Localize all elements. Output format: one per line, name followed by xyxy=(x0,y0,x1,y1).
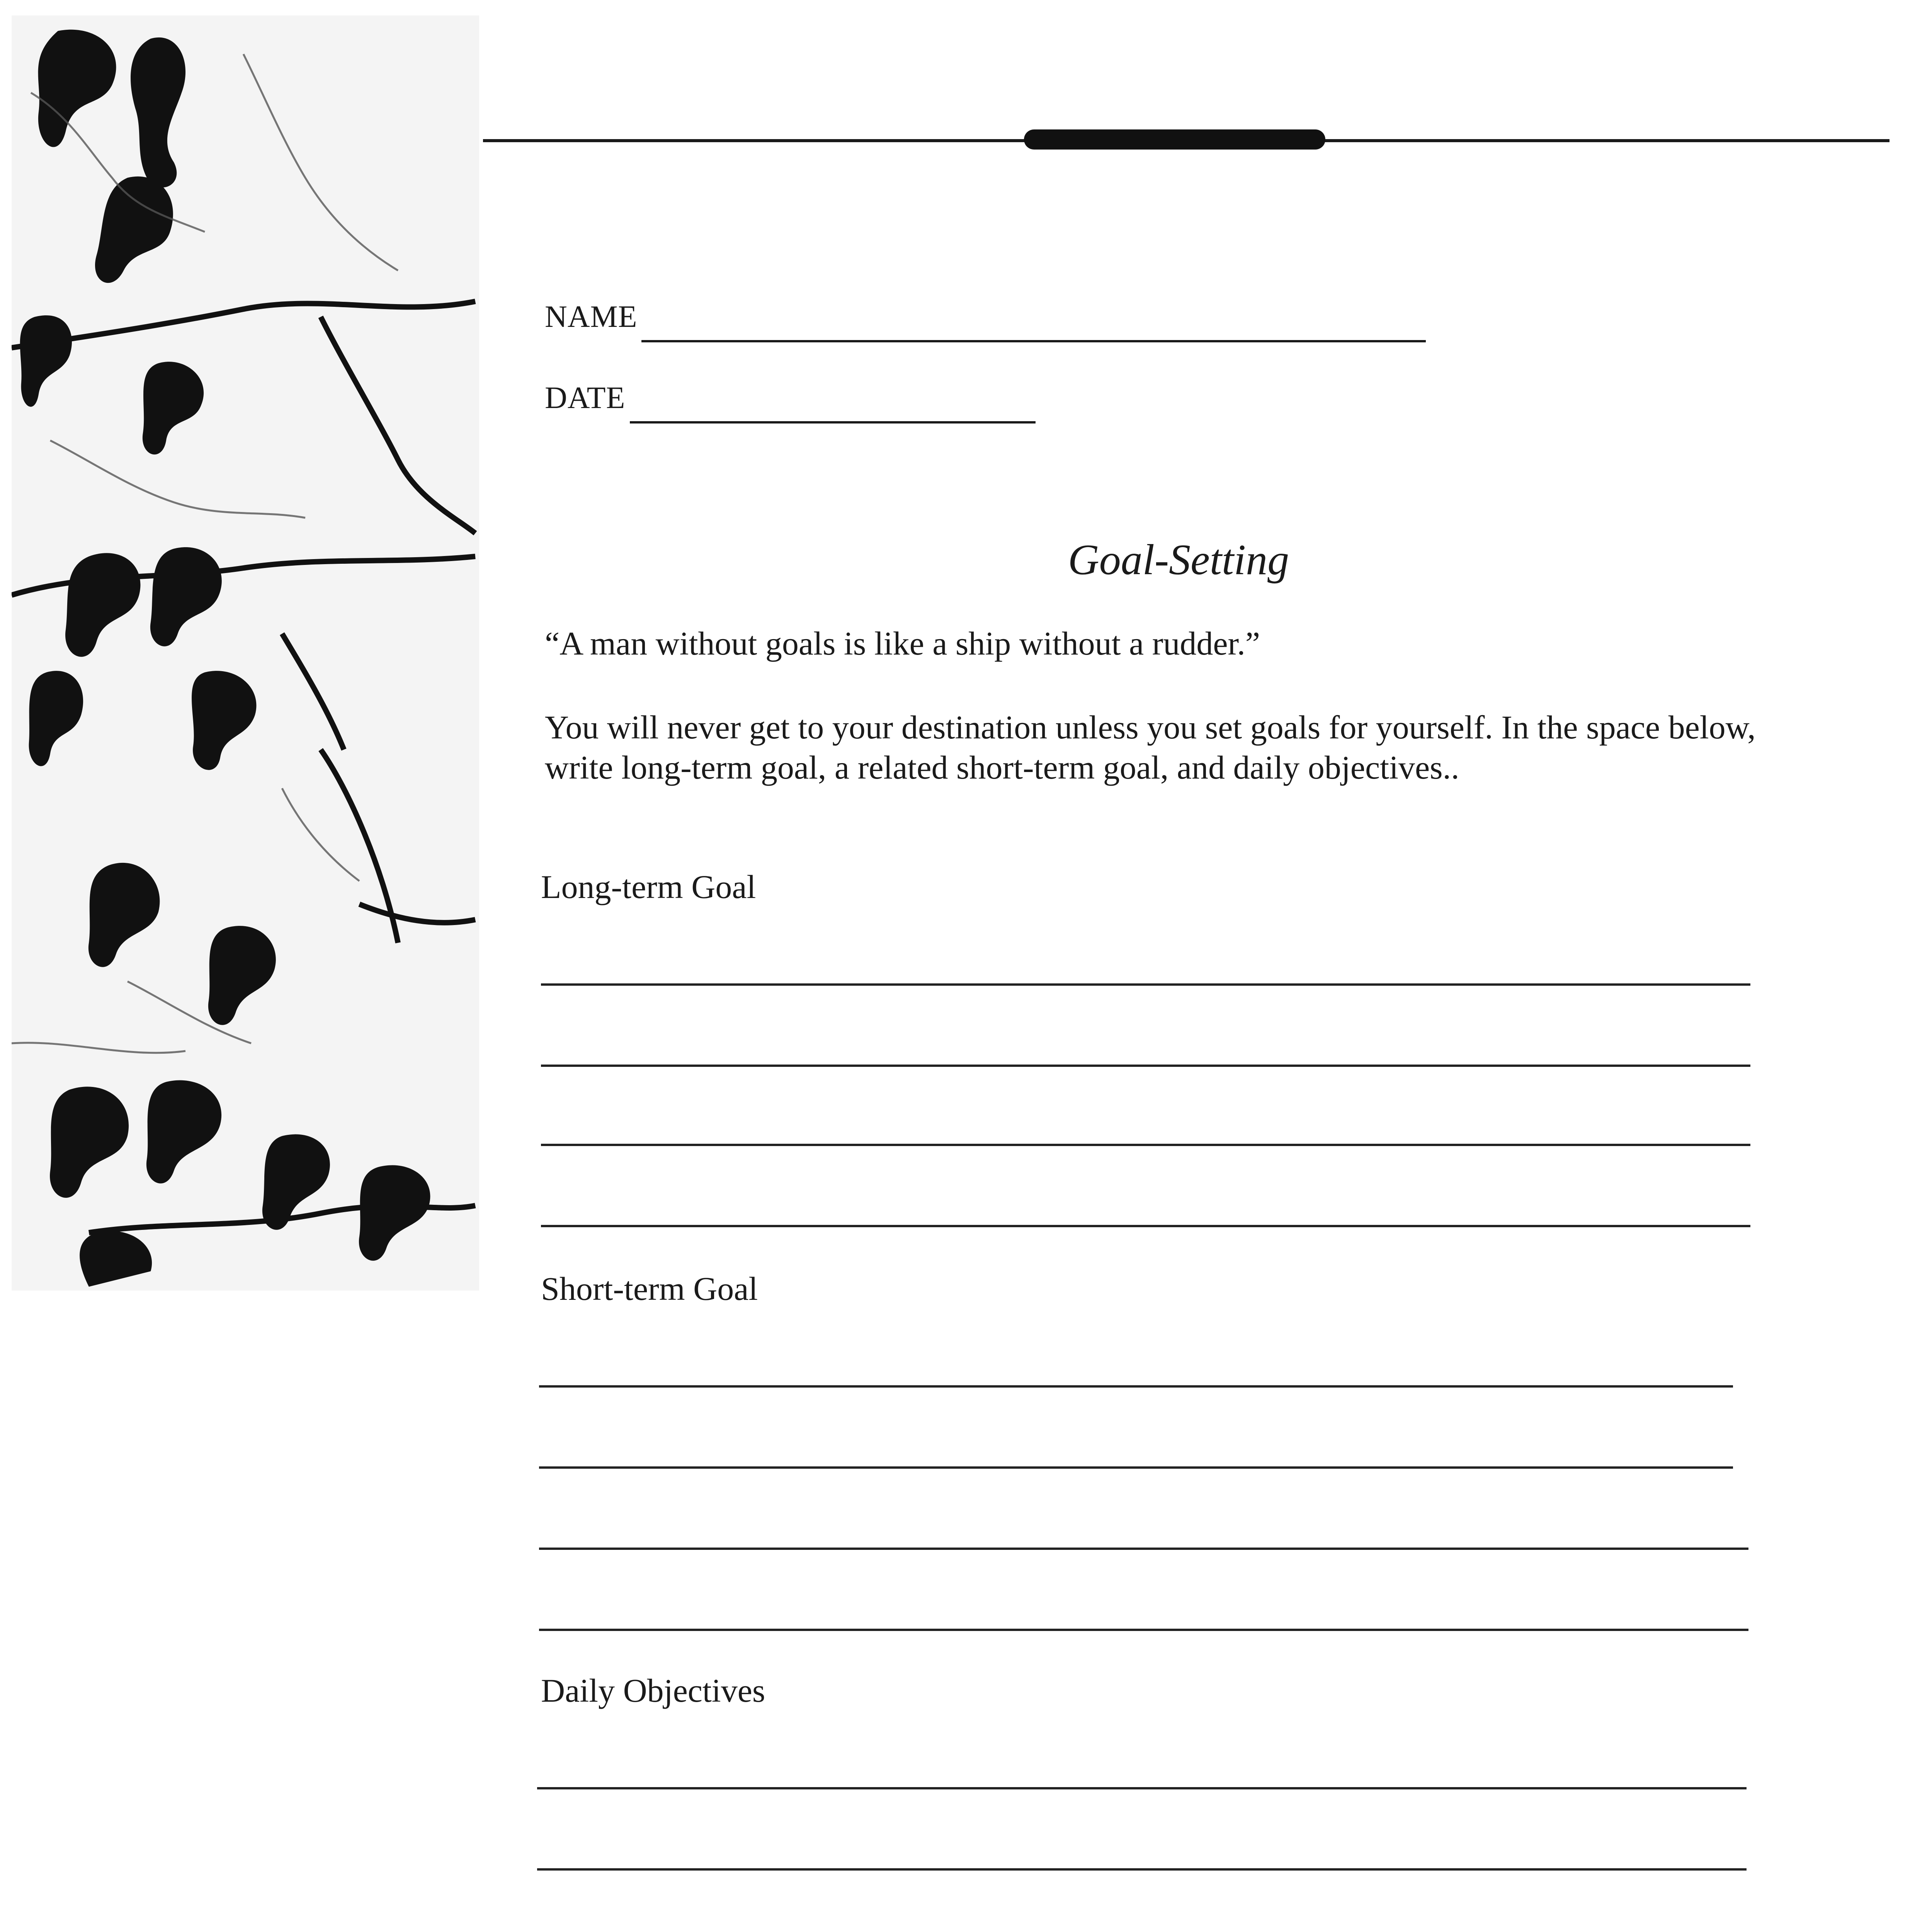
short-term-goal-line-3[interactable] xyxy=(539,1548,1748,1550)
name-label: NAME xyxy=(545,300,638,334)
marble-texture-graphic xyxy=(12,15,479,1291)
long-term-goal-line-2[interactable] xyxy=(541,1065,1750,1067)
quote-text: “A man without goals is like a ship without a rudder.” xyxy=(545,625,1260,662)
long-term-goal-line-3[interactable] xyxy=(541,1144,1750,1146)
long-term-goal-line-1[interactable] xyxy=(541,983,1750,986)
daily-objectives-label: Daily Objectives xyxy=(541,1672,765,1709)
short-term-goal-label: Short-term Goal xyxy=(541,1270,758,1307)
cracked-marble-art-icon xyxy=(12,15,479,1291)
instructions-text: You will never get to your destination unless you set goals for yourself. In the space below, write long-term goal, a related short-term goal, and daily objectives.. xyxy=(545,709,1756,786)
daily-objectives-line-2[interactable] xyxy=(537,1868,1747,1871)
name-field[interactable] xyxy=(641,340,1426,342)
daily-objectives-line-1[interactable] xyxy=(537,1787,1747,1789)
short-term-goal-line-4[interactable] xyxy=(539,1629,1748,1631)
header-bar-accent xyxy=(1024,129,1325,150)
date-label: DATE xyxy=(545,381,626,415)
date-field[interactable] xyxy=(630,421,1036,423)
page-title: Goal-Setting xyxy=(1068,536,1289,584)
short-term-goal-line-1[interactable] xyxy=(539,1385,1733,1388)
long-term-goal-line-4[interactable] xyxy=(541,1225,1750,1227)
long-term-goal-label: Long-term Goal xyxy=(541,868,756,905)
short-term-goal-line-2[interactable] xyxy=(539,1466,1733,1469)
